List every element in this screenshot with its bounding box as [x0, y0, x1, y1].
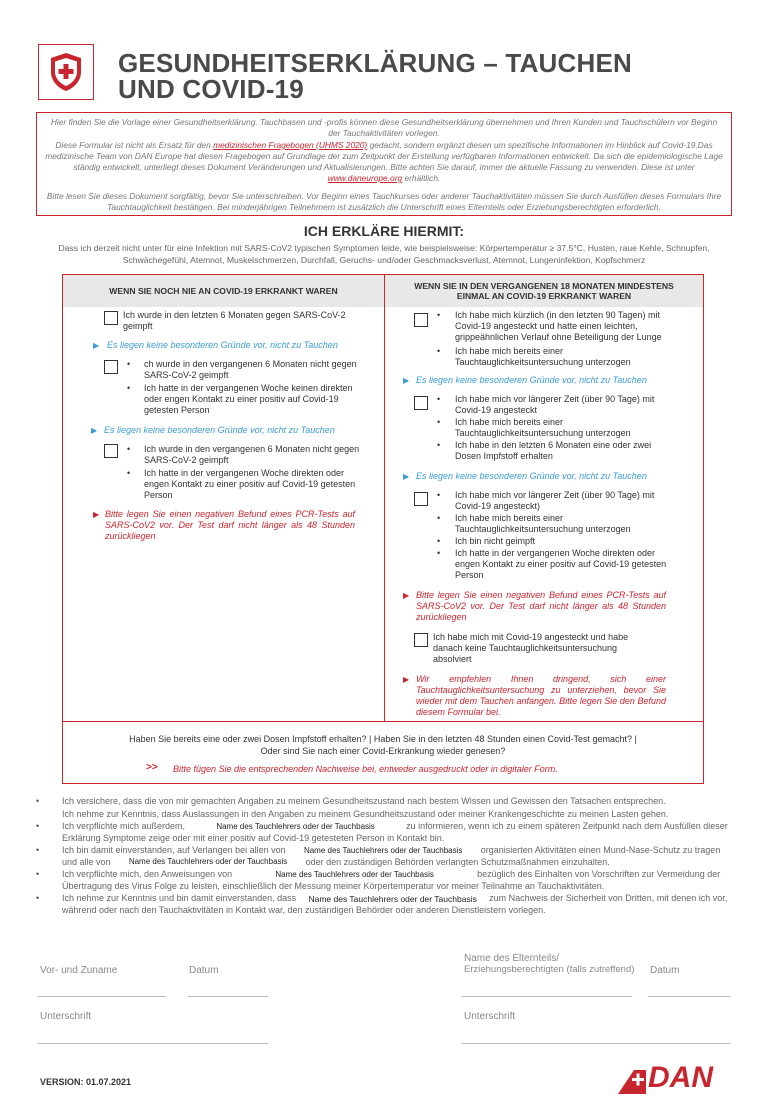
title-line-2: UND COVID-19: [118, 74, 304, 104]
bullet-icon: •: [36, 869, 40, 879]
bullet-icon: •: [437, 417, 441, 427]
right-option-2a: Ich habe mich vor längerer Zeit (über 90 Tage) mit Covid-19 angesteckt: [455, 394, 655, 415]
intro-paragraph-1: Hier finden Sie die Vorlage einer Gesundheitserklärung. Tauchbasen und -profis können diese Gesundheitserklärung übernehmen und Ihren Kunden und Tauchschülern vor Beginn der Tauchaktivitäten vorlegen.: [50, 117, 718, 138]
statement-text: Ich verpflichte mich außerdem,: [62, 821, 186, 831]
shield-plus-icon: [38, 44, 94, 100]
statement-text: bezüglich des Einhalten von Vorschriften zur Vermeidung der Übertragung des Virus Folge zu leisten, einschließlich der Messung meiner Körpertemperatur vor meiner Teilnahme an Tauchaktivitäten.: [62, 869, 721, 891]
parent-label: [464, 953, 634, 975]
page-title: [118, 50, 632, 102]
arrow-right-icon: ▶: [91, 426, 98, 435]
bullet-icon: •: [36, 893, 40, 903]
checkbox-right-4[interactable]: [414, 633, 428, 647]
left-note-1: Es liegen keine besonderen Gründe vor, nicht zu Tauchen: [107, 340, 338, 350]
statement-4: [36, 845, 736, 868]
left-option-2b: Ich hatte in der vergangenen Woche keinen direkten oder engen Kontakt zu einer positiv auf Covid-19 getesten Person: [144, 383, 353, 415]
statement-2: [36, 809, 736, 821]
date-label-2: Datum: [650, 965, 680, 976]
instructor-field[interactable]: Name des Tauchlehrers oder der Tauchbasis: [288, 846, 478, 856]
statement-text: Ich bin damit einverstanden, auf Verlangen bei allen von: [62, 845, 286, 855]
signature-field-2[interactable]: [462, 1043, 730, 1044]
intro-box: [36, 112, 732, 216]
right-option-3a: Ich habe mich vor längerer Zeit (über 90 Tage) mit Covid-19 angesteckt): [455, 490, 655, 511]
statement-text: Ich nehme zur Kenntnis und bin damit einverstanden, dass: [62, 893, 297, 903]
bullet-icon: •: [437, 536, 441, 546]
name-field[interactable]: [38, 996, 166, 997]
signature-label-2: Unterschrift: [464, 1011, 516, 1022]
statement-text: Ich nehme zur Kenntnis, dass Auslassungen in den Angaben zu meinem Gesundheitszustand oder meiner Krankengeschichte zu meinen Lasten gehen.: [62, 808, 669, 819]
instructor-field[interactable]: Name des Tauchlehrers oder der Tauchbasis: [113, 857, 303, 867]
bullet-icon: •: [437, 548, 441, 558]
checkbox-right-2[interactable]: [414, 396, 428, 410]
date-field-2[interactable]: [648, 996, 730, 997]
right-option-1a: Ich habe mich kürzlich (in den letzten 90 Tagen) mit Covid-19 angesteckt und hatte einen leichten, grippeähnlichen Verlauf ohne Beteiligung der Lunge: [455, 310, 662, 342]
right-option-3c: Ich bin nicht geimpft: [455, 536, 536, 546]
bullet-icon: •: [437, 394, 441, 404]
version-label: VERSION: 01.07.2021: [40, 1077, 132, 1087]
left-option-3a: Ich wurde in den vergangenen 6 Monaten nicht gegen SARS-CoV-2 geimpft: [144, 444, 360, 465]
parent-label-line-1: Name des Elternteils/: [464, 953, 560, 964]
double-chevron-icon: >>: [146, 762, 158, 773]
bullet-icon: •: [127, 468, 131, 478]
statement-text: zum Nachweis der Sicherheit von Dritten, mit denen ich vor, während oder nach den Tauchaktivitäten in Kontakt war, den zuständigen Behörder oder anderen Dienstleistern vorlegen.: [62, 893, 728, 915]
declaration-text: Dass ich derzeit nicht unter für eine Infektion mit SARS-CoV2 typischen Symptomen leide, wie beispielsweise: Körpertemperatur ≥ 37.5°C, Husten, raue Kehle, Schnupfen, Schwächegefühl, Atemnot, Muskelschmerzen, Durchfall, Geruchs- und/oder Geschmacksverlust, Atemnot, Lungeninfektion, Kopfschmerz: [58, 243, 710, 265]
left-option-1: Ich wurde in den letzten 6 Monaten gegen SARS-CoV-2 geimpft: [123, 310, 346, 331]
checkbox-left-1[interactable]: [104, 311, 118, 325]
column-divider: [384, 275, 385, 721]
right-column-header: WENN SIE IN DEN VERGANGENEN 18 MONATEN MINDESTENS EINMAL AN COVID-19 ERKRANKT WAREN: [385, 275, 703, 307]
left-option-2a: ch wurde in den vergangenen 6 Monaten nicht gegen SARS-CoV-2 geimpft: [144, 359, 357, 380]
arrow-right-icon: ▶: [403, 376, 410, 385]
parent-label-line-2: Erziehungsberechtigten (falls zutreffend): [464, 964, 635, 975]
brand-name: DAN: [648, 1061, 713, 1094]
arrow-right-icon: ▶: [403, 591, 410, 600]
right-note-1: Es liegen keine besonderen Gründe vor, nicht zu Tauchen: [416, 375, 647, 385]
proof-note: Bitte fügen Sie die entsprechenden Nachweise bei, entweder ausgedruckt oder in digitaler Form.: [173, 764, 558, 774]
right-warning-1: Bitte legen Sie einen negativen Befund eines PCR-Tests auf SARS-CoV2 vor. Der Test darf nicht länger als 48 Stunden zurückliegen: [416, 590, 666, 622]
right-note-2: Es liegen keine besonderen Gründe vor, nicht zu Tauchen: [416, 471, 647, 481]
checkbox-right-1[interactable]: [414, 313, 428, 327]
bullet-icon: •: [36, 796, 40, 806]
left-column-header: WENN SIE NOCH NIE AN COVID-19 ERKRANKT WAREN: [63, 275, 384, 307]
right-option-1b: Ich habe mich bereits einer Tauchtauglichkeitsuntersuchung unterzogen: [455, 346, 631, 367]
intro-paragraph-3: Bitte lesen Sie dieses Dokument sorgfältig, bevor Sie unterschreiben. Vor Beginn eines Tauchkurses oder anderer Tauchaktivitäten müssen Sie durch Ausfüllen dieses Formulars Ihre Tauchtauglichkeit bestätigen. Bei minderjährigen Teilnehmern ist zusätzlich die Unterschrift eines Elternteils oder Erziehungsberechtigten erforderlich.: [46, 191, 722, 212]
parent-field[interactable]: [462, 996, 632, 997]
statement-6: [36, 893, 736, 916]
declaration-title: ICH ERKLÄRE HIERMIT:: [303, 223, 465, 239]
date-label: Datum: [189, 965, 219, 976]
bullet-icon: •: [127, 444, 131, 454]
left-option-3b: Ich hatte in der vergangenen Woche direkten oder engen Kontakt zu einer positiv auf Covid-19 getesten Person: [144, 468, 356, 500]
bullet-icon: •: [36, 845, 40, 855]
bullet-icon: •: [437, 346, 441, 356]
checkbox-left-2[interactable]: [104, 360, 118, 374]
uhms-link[interactable]: medizinischen Fragebogen (UHMS 2020): [213, 140, 368, 150]
statement-1: [36, 796, 736, 808]
instructor-field[interactable]: Name des Tauchlehrers oder der Tauchbasis: [188, 822, 404, 832]
arrow-right-icon: ▶: [93, 510, 100, 519]
name-label: Vor- und Zuname: [40, 965, 118, 976]
arrow-right-icon: ▶: [403, 472, 410, 481]
arrow-right-icon: ▶: [403, 675, 410, 684]
bullet-icon: •: [437, 310, 441, 320]
statement-text: Ich versichere, dass die von mir gemachten Angaben zu meinem Gesundheitszustand nach bestem Wissen und Gewissen den Tatsachen entsprechen.: [62, 796, 666, 806]
bullet-icon: •: [127, 359, 131, 369]
right-option-3d: Ich hatte in der vergangenen Woche direkten oder engen Kontakt zu einer positiv auf Covid-19 getesten Person: [455, 548, 667, 580]
right-warning-2: Wir empfehlen Ihnen dringend, sich einer Tauchtauglichkeitsuntersuchung zu unterziehen, bevor Sie wieder mit dem Tauchen anfangen. Bitte legen Sie den Befund diesem Formular bei.: [416, 674, 666, 717]
row-divider: [62, 721, 704, 722]
bullet-icon: •: [36, 821, 40, 831]
left-note-2: Es liegen keine besonderen Gründe vor, nicht zu Tauchen: [104, 425, 335, 435]
right-option-2b: Ich habe mich bereits einer Tauchtauglichkeitsuntersuchung unterzogen: [455, 417, 631, 438]
daneurope-link[interactable]: www.daneurope.org: [327, 173, 403, 183]
intro-text: gedacht, sondern ergänzt diesen um spezifische Informationen im Hinblick auf Covid-19.Das medizinische Team von DAN Europe hat diesen Fragebogen auf Grundlage der zum Zeitpunkt der Erstellung verfügbaren Informationen entwickelt. Da sich die epidemiologische Lage ständig entwickelt, unterliegt dieses Dokument Veränderungen und Aktualisierungen. Bitte achten Sie darauf, immer die aktuelle Fassung zu verwenden. Diese ist unter: [45, 140, 723, 172]
statement-text: zu informieren, wenn ich zu einem späteren Zeitpunkt nach dem Ausfüllen dieser Erklärung Symptome zeige oder mit einer positiv auf Covid-19 getesteten Person in Kontakt bin.: [62, 821, 728, 843]
signature-label: Unterschrift: [40, 1011, 92, 1022]
instructor-field[interactable]: Name des Tauchlehrers oder der Tauchbasis: [235, 870, 475, 880]
intro-paragraph-2: [45, 140, 723, 184]
proof-question-line-2: Oder sind Sie nach einer Covid-Erkrankung wieder genesen?: [260, 745, 506, 756]
left-warning: Bitte legen Sie einen negativen Befund eines PCR-Tests auf SARS-CoV2 vor. Der Test darf nicht länger als 48 Stunden zurückliegen: [105, 509, 355, 541]
arrow-right-icon: ▶: [93, 341, 100, 350]
bullet-icon: •: [437, 513, 441, 523]
title-line-1: GESUNDHEITSERKLÄRUNG – TAUCHEN: [118, 48, 632, 78]
bullet-icon: •: [127, 383, 131, 393]
bullet-icon: •: [437, 440, 441, 450]
proof-question: [62, 734, 704, 757]
right-option-3b: Ich habe mich bereits einer Tauchtauglichkeitsuntersuchung unterzogen: [455, 513, 631, 534]
intro-text: erhältlich.: [404, 173, 441, 183]
checkbox-left-3[interactable]: [104, 444, 118, 458]
statement-text: organisierten Aktivitäten einen Mund-Nase-Schutz zu tragen und alle von: [62, 845, 721, 867]
statement-text: oder den zuständigen Behörden verlangten Schutzmaßnahmen einzuhalten.: [305, 856, 610, 867]
statement-text: Ich verpflichte mich, den Anweisungen von: [62, 869, 233, 879]
right-option-4: Ich habe mich mit Covid-19 angesteckt und habe danach keine Tauchtauglichkeitsuntersuchung absolviert: [433, 632, 629, 664]
checkbox-right-3[interactable]: [414, 492, 428, 506]
signature-field[interactable]: [38, 1043, 268, 1044]
statements-list: [36, 796, 736, 917]
statement-5: [36, 869, 736, 892]
instructor-field[interactable]: Name des Tauchlehrers oder der Tauchbasis: [299, 894, 487, 904]
statement-3: [36, 821, 736, 844]
bullet-icon: •: [437, 490, 441, 500]
intro-text: Diese Formular ist nicht als Ersatz für den: [55, 140, 211, 150]
proof-question-line-1: Haben Sie bereits eine oder zwei Dosen Impfstoff erhalten? | Haben Sie in den letzten 48 Stunden einen Covid-Test gemacht? |: [129, 734, 637, 744]
date-field[interactable]: [188, 996, 268, 997]
right-option-2c: Ich habe in den letzten 6 Monaten eine oder zwei Dosen Impfstoff erhalten: [455, 440, 652, 461]
